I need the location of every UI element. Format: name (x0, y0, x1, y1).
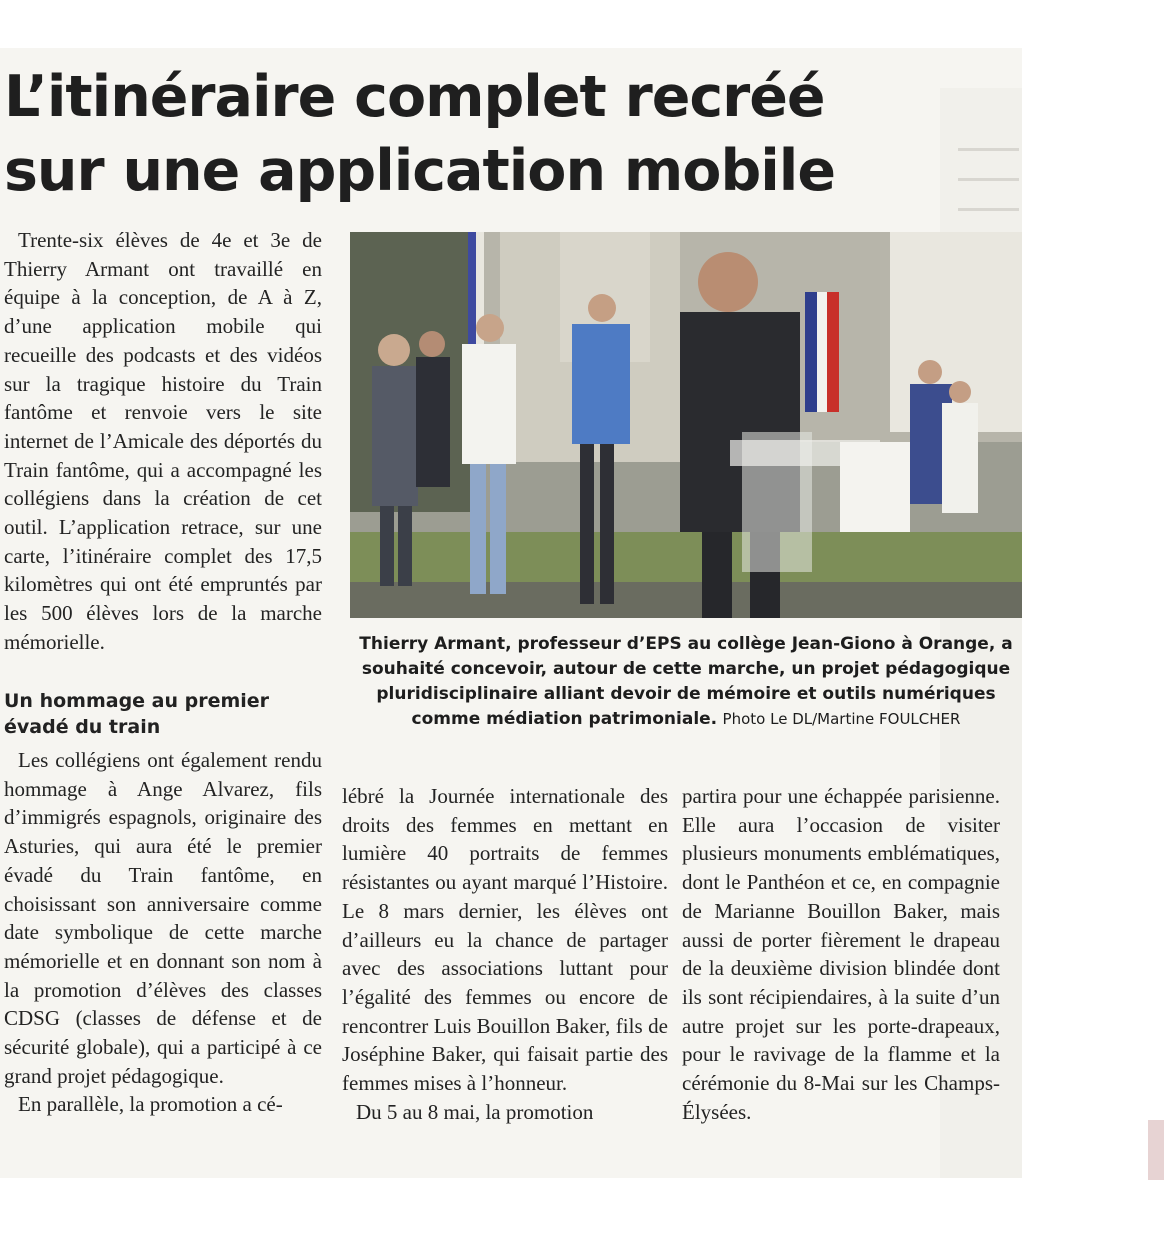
photo-credit: Photo Le DL/Martine FOULCHER (722, 710, 961, 728)
caption-text: Thierry Armant, professeur d’EPS au collège Jean-Giono à Orange, a souhaité concevoir, autour de cette marche, un projet pédagogique pluridisciplinaire alliant devoir de mémoire et outils numériques comme médiation patrimoniale. (359, 634, 1013, 729)
paragraph: En parallèle, la promotion a cé- (18, 1092, 283, 1117)
intro-paragraph: Trente-six élèves de 4e et 3e de Thierry Armant ont travaillé en équipe à la conception, de A à Z, d’une application mobile qui recueille des podcasts et des vidéos sur la tragique histoire du Train fantôme et renvoie vers le site internet de l’Amicale des déportés du Train fantôme, qui a accompagné les collégiens dans la création de cet outil. L’application retrace, sur une carte, l’itinéraire complet des 17,5 kilomètres qui ont été empruntés par les 500 élèves lors de la marche mémorielle. (4, 228, 322, 654)
page-edge-mark (1148, 1120, 1164, 1180)
article-column-1 (4, 746, 322, 1119)
newspaper-clipping (0, 48, 1022, 1178)
article-column-2 (342, 782, 668, 1126)
photo-caption (350, 632, 1022, 732)
paragraph: partira pour une échappée parisienne. Elle aura l’occasion de visiter plusieurs monuments emblématiques, dont le Panthéon et ce, en compagnie de Marianne Bouillon Baker, mais aussi de porter fièrement le drapeau de la deuxième division blindée dont ils sont récipiendaires, à la suite d’un autre projet sur les porte-drapeaux, pour le ravivage de la flamme et la cérémonie du 8-Mai sur les Champs-Élysées. (682, 784, 1000, 1124)
article-photo (350, 232, 1022, 618)
paragraph: Les collégiens ont également rendu hommage à Ange Alvarez, fils d’immigrés espagnols, originaire des Asturies, qui aura été le premier évadé du Train fantôme, en choisissant son anniversaire comme date symbolique de cette marche mémorielle et en donnant son nom à la promotion d’élèves des classes CDSG (classes de défense et de sécurité globale), qui a participé à ce grand projet pédagogique. (4, 748, 322, 1088)
article-column-3 (682, 782, 1000, 1126)
paragraph: Du 5 au 8 mai, la promotion (356, 1099, 594, 1124)
paragraph: lébré la Journée internationale des droits des femmes en mettant en lumière 40 portraits de femmes résistantes ou ayant marqué l’Histoire. Le 8 mars dernier, les élèves ont d’ailleurs eu la chance de partager avec des associations luttant pour l’égalité des femmes ou encore de rencontrer Luis Bouillon Baker, fils de Joséphine Baker, qui faisait partie des femmes mises à l’honneur. (342, 784, 668, 1096)
intro-column (4, 226, 322, 657)
article-headline: L’itinéraire complet recréé sur une application mobile (4, 64, 835, 204)
section-subhead: Un hommage au premier évadé du train (4, 690, 270, 738)
ceremony-photo (350, 232, 1022, 618)
